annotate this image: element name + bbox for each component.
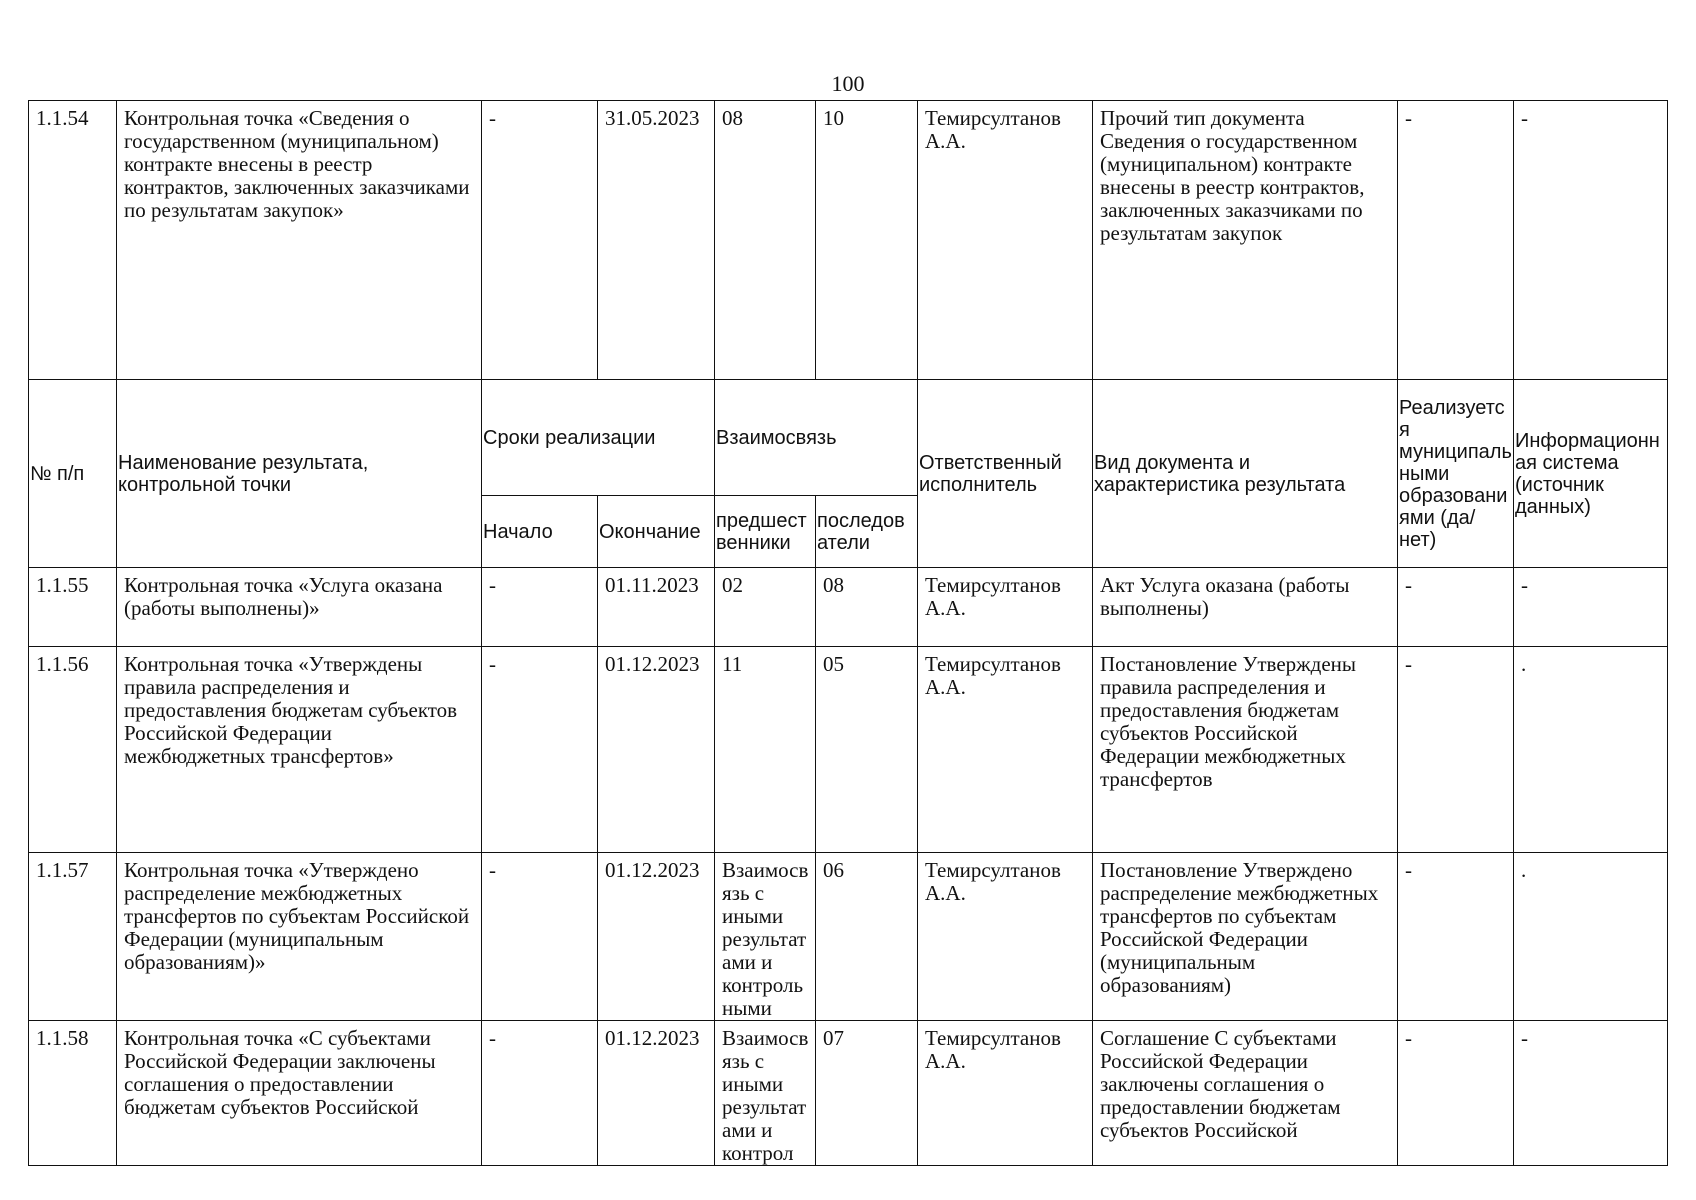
row-number: 1.1.57 xyxy=(29,853,117,1021)
table-header-row xyxy=(29,380,1668,496)
info-system: - xyxy=(1514,1021,1668,1166)
responsible-person: Темирсултанов А.А. xyxy=(918,853,1093,1021)
header-municipal: Реализуется муниципальными образованиями (да/нет) xyxy=(1398,380,1514,568)
header-number: № п/п xyxy=(29,380,117,568)
document-type: Соглашение С субъектами Российской Федерации заключены соглашения о предоставлении бюджетам субъектов Российской xyxy=(1093,1021,1398,1166)
result-name: Контрольная точка «С субъектами Российской Федерации заключены соглашения о предоставлении бюджетам субъектов Российской xyxy=(117,1021,482,1166)
document-type: Постановление Утверждены правила распределения и предоставления бюджетам субъектов Российской Федерации межбюджетных трансфертов xyxy=(1093,647,1398,853)
document-type: Акт Услуга оказана (работы выполнены) xyxy=(1093,568,1398,647)
end-date: 01.12.2023 xyxy=(598,1021,715,1166)
predecessors: Взаимосвязь с иными результатами и контрольными xyxy=(715,853,816,1021)
responsible-person: Темирсултанов А.А. xyxy=(918,647,1093,853)
header-info-system: Информационная система (источник данных) xyxy=(1514,380,1668,568)
info-system: . xyxy=(1514,647,1668,853)
successors: 10 xyxy=(816,101,918,380)
header-name: Наименование результата, контрольной точки xyxy=(117,380,482,568)
header-responsible: Ответственный исполнитель xyxy=(918,380,1093,568)
document-type: Прочий тип документа Сведения о государственном (муниципальном) контракте внесены в реестр контрактов, заключенных заказчиками по результатам закупок xyxy=(1093,101,1398,380)
results-table xyxy=(28,100,1668,1166)
row-number: 1.1.58 xyxy=(29,1021,117,1166)
result-name: Контрольная точка «Утверждено распределение межбюджетных трансфертов по субъектам Российской Федерации (муниципальным образованиям)» xyxy=(117,853,482,1021)
municipal-flag: - xyxy=(1398,853,1514,1021)
start-date: - xyxy=(482,101,598,380)
header-end: Окончание xyxy=(598,496,715,568)
row-number: 1.1.54 xyxy=(29,101,117,380)
header-document-type: Вид документа и характеристика результата xyxy=(1093,380,1398,568)
predecessors: 08 xyxy=(715,101,816,380)
row-number: 1.1.56 xyxy=(29,647,117,853)
header-predecessors: предшест венники xyxy=(715,496,816,568)
predecessors: 11 xyxy=(715,647,816,853)
end-date: 31.05.2023 xyxy=(598,101,715,380)
info-system: . xyxy=(1514,853,1668,1021)
start-date: - xyxy=(482,647,598,853)
successors: 05 xyxy=(816,647,918,853)
responsible-person: Темирсултанов А.А. xyxy=(918,1021,1093,1166)
result-name: Контрольная точка «Сведения о государственном (муниципальном) контракте внесены в реестр контрактов, заключенных заказчиками по результатам закупок» xyxy=(117,101,482,380)
responsible-person: Темирсултанов А.А. xyxy=(918,568,1093,647)
municipal-flag: - xyxy=(1398,101,1514,380)
row-number: 1.1.55 xyxy=(29,568,117,647)
table-row xyxy=(29,647,1668,853)
result-name: Контрольная точка «Утверждены правила распределения и предоставления бюджетам субъектов Российской Федерации межбюджетных трансфертов» xyxy=(117,647,482,853)
end-date: 01.11.2023 xyxy=(598,568,715,647)
successors: 07 xyxy=(816,1021,918,1166)
municipal-flag: - xyxy=(1398,1021,1514,1166)
document-type: Постановление Утверждено распределение межбюджетных трансфертов по субъектам Российской Федерации (муниципальным образованиям) xyxy=(1093,853,1398,1021)
start-date: - xyxy=(482,1021,598,1166)
predecessors: 02 xyxy=(715,568,816,647)
municipal-flag: - xyxy=(1398,647,1514,853)
successors: 08 xyxy=(816,568,918,647)
table-row xyxy=(29,1021,1668,1166)
table-row xyxy=(29,568,1668,647)
header-successors: последов атели xyxy=(816,496,918,568)
end-date: 01.12.2023 xyxy=(598,853,715,1021)
predecessors: Взаимосвязь с иными результатами и контрол xyxy=(715,1021,816,1166)
table-row xyxy=(29,853,1668,1021)
header-relation: Взаимосвязь xyxy=(715,380,918,496)
info-system: - xyxy=(1514,568,1668,647)
start-date: - xyxy=(482,853,598,1021)
end-date: 01.12.2023 xyxy=(598,647,715,853)
start-date: - xyxy=(482,568,598,647)
municipal-flag: - xyxy=(1398,568,1514,647)
successors: 06 xyxy=(816,853,918,1021)
responsible-person: Темирсултанов А.А. xyxy=(918,101,1093,380)
table-row xyxy=(29,101,1668,380)
info-system: - xyxy=(1514,101,1668,380)
page-number: 100 xyxy=(831,71,865,96)
header-start: Начало xyxy=(482,496,598,568)
header-terms: Сроки реализации xyxy=(482,380,715,496)
result-name: Контрольная точка «Услуга оказана (работы выполнены)» xyxy=(117,568,482,647)
